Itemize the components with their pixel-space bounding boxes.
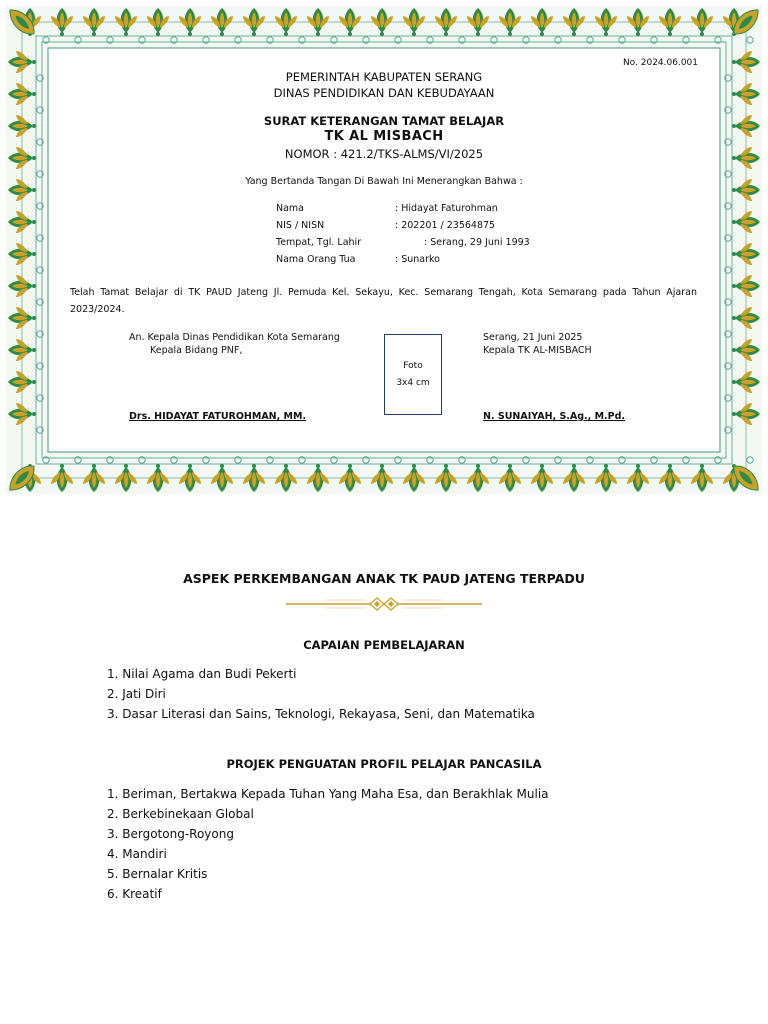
right-signer-name: N. SUNAIYAH, S.Ag., M.Pd. [483, 411, 626, 422]
list-item: 4. Mandiri [107, 847, 167, 861]
divider-ornament [286, 596, 482, 612]
capaian-heading: CAPAIAN PEMBELAJARAN [303, 638, 465, 652]
field-label-parent: Nama Orang Tua [276, 254, 356, 265]
right-signer-position: Kepala TK AL-MISBACH [483, 345, 592, 356]
right-signer-date: Serang, 21 Juni 2025 [483, 332, 583, 343]
government-heading: PEMERINTAH KABUPATEN SERANG [285, 70, 483, 84]
list-item: 2. Jati Diri [107, 687, 166, 701]
certificate-title: SURAT KETERANGAN TAMAT BELAJAR [263, 114, 505, 128]
list-item: 3. Bergotong-Royong [107, 827, 234, 841]
department-heading: DINAS PENDIDIKAN DAN KEBUDAYAAN [273, 86, 495, 100]
photo-size: 3x4 cm [396, 378, 430, 388]
certificate-number: NOMOR : 421.2/TKS-ALMS/VI/2025 [284, 147, 484, 161]
left-signer-position: Kepala Bidang PNF, [150, 345, 243, 356]
certificate-content [0, 0, 768, 500]
list-item: 6. Kreatif [107, 887, 162, 901]
field-label-birth: Tempat, Tgl. Lahir [276, 237, 362, 248]
photo-placeholder [384, 334, 442, 415]
completion-statement: Telah Tamat Belajar di TK PAUD Jateng Jl. Pemuda Kel. Sekayu, Kec. Semarang Tengah, Kota Semarang pada Tahun Ajaran 2023/2024. [70, 287, 697, 315]
list-item: 3. Dasar Literasi dan Sains, Teknologi, Rekayasa, Seni, dan Matematika [107, 707, 535, 721]
projek-heading: PROJEK PENGUATAN PROFIL PELAJAR PANCASILA [226, 757, 542, 771]
document-number: No. 2024.06.001 [622, 58, 698, 68]
intro-text: Yang Bertanda Tangan Di Bawah Ini Menerangkan Bahwa : [245, 176, 523, 187]
list-item: 5. Bernalar Kritis [107, 867, 208, 881]
left-signer-name: Drs. HIDAYAT FATUROHMAN, MM. [129, 411, 307, 422]
list-item: 1. Nilai Agama dan Budi Pekerti [107, 667, 297, 681]
development-title: ASPEK PERKEMBANGAN ANAK TK PAUD JATENG TERPADU [183, 571, 585, 586]
school-name: TK AL MISBACH [324, 129, 444, 144]
field-value-name: : Hidayat Faturohman [395, 203, 498, 214]
field-value-parent: : Sunarko [395, 254, 440, 265]
field-value-nis: : 202201 / 23564875 [395, 220, 496, 231]
photo-label: Foto [403, 361, 423, 371]
left-signer-title: An. Kepala Dinas Pendidikan Kota Semarang [129, 332, 340, 343]
list-item: 1. Beriman, Bertakwa Kepada Tuhan Yang Maha Esa, dan Berakhlak Mulia [107, 787, 549, 801]
field-label-name: Nama [276, 203, 305, 214]
field-value-birth: : Serang, 29 Juni 1993 [424, 237, 530, 248]
certificate [0, 0, 768, 500]
list-item: 2. Berkebinekaan Global [107, 807, 254, 821]
field-label-nis: NIS / NISN [276, 220, 325, 231]
